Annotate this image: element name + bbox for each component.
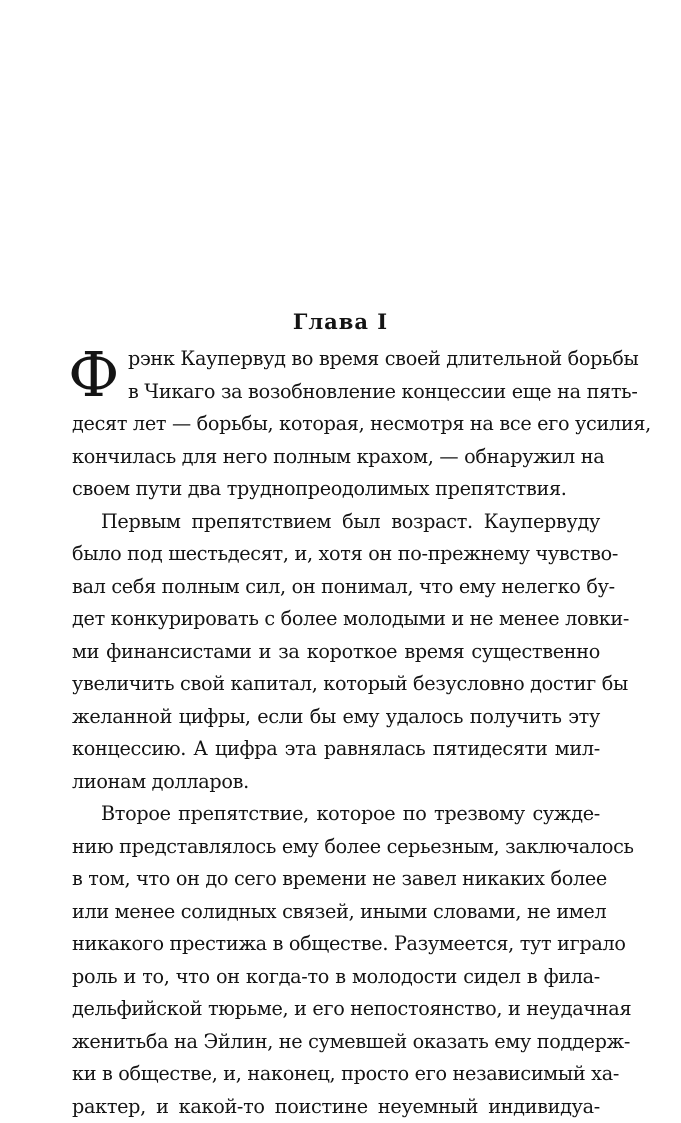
paragraph-1 <box>72 343 600 506</box>
text-line: роль и то, что он когда-то в молодости сидел в фила- <box>72 961 600 994</box>
text-line: кончилась для него полным крахом, — обнаружил на <box>72 441 600 474</box>
text-line: ки в обществе, и, наконец, просто его независимый ха- <box>72 1058 600 1091</box>
drop-cap-letter: Ф <box>68 344 119 406</box>
text-line: женитьба на Эйлин, не сумевшей оказать ему поддерж- <box>72 1026 600 1059</box>
text-line: концессию. А цифра эта равнялась пятидесяти мил- <box>72 733 600 766</box>
text-line: или менее солидных связей, иными словами, не имел <box>72 896 600 929</box>
text-line: было под шестьдесят, и, хотя он по-прежнему чувство- <box>72 538 600 571</box>
text-line: увеличить свой капитал, который безусловно достиг бы <box>72 668 600 701</box>
text-line: десят лет — борьбы, которая, несмотря на все его усилия, <box>72 408 600 441</box>
text-line: Второе препятствие, которое по трезвому сужде- <box>72 798 600 831</box>
text-line: в Чикаго за возобновление концессии еще на пять- <box>128 376 600 409</box>
text-line: рэнк Каупервуд во время своей длительной борьбы <box>128 343 600 376</box>
text-line: в том, что он до сего времени не завел никаких более <box>72 863 600 896</box>
text-line: желанной цифры, если бы ему удалось получить эту <box>72 701 600 734</box>
text-line: своем пути два труднопреодолимых препятствия. <box>72 473 600 506</box>
paragraph-3 <box>72 798 600 1123</box>
text-line: лионам долларов. <box>72 766 600 799</box>
text-line: дет конкурировать с более молодыми и не менее ловки- <box>72 603 600 636</box>
text-line: никакого престижа в обществе. Разумеется, тут играло <box>72 928 600 961</box>
chapter-title: Глава I <box>0 308 681 336</box>
body-text <box>72 343 600 1123</box>
text-line: вал себя полным сил, он понимал, что ему нелегко бу- <box>72 571 600 604</box>
text-line: рактер, и какой-то поистине неуемный индивидуа- <box>72 1091 600 1123</box>
text-line: нию представлялось ему более серьезным, заключалось <box>72 831 600 864</box>
paragraph-2 <box>72 506 600 799</box>
text-line: дельфийской тюрьме, и его непостоянство, и неудачная <box>72 993 600 1026</box>
text-line: Первым препятствием был возраст. Каупервуду <box>72 506 600 539</box>
text-line: ми финансистами и за короткое время существенно <box>72 636 600 669</box>
